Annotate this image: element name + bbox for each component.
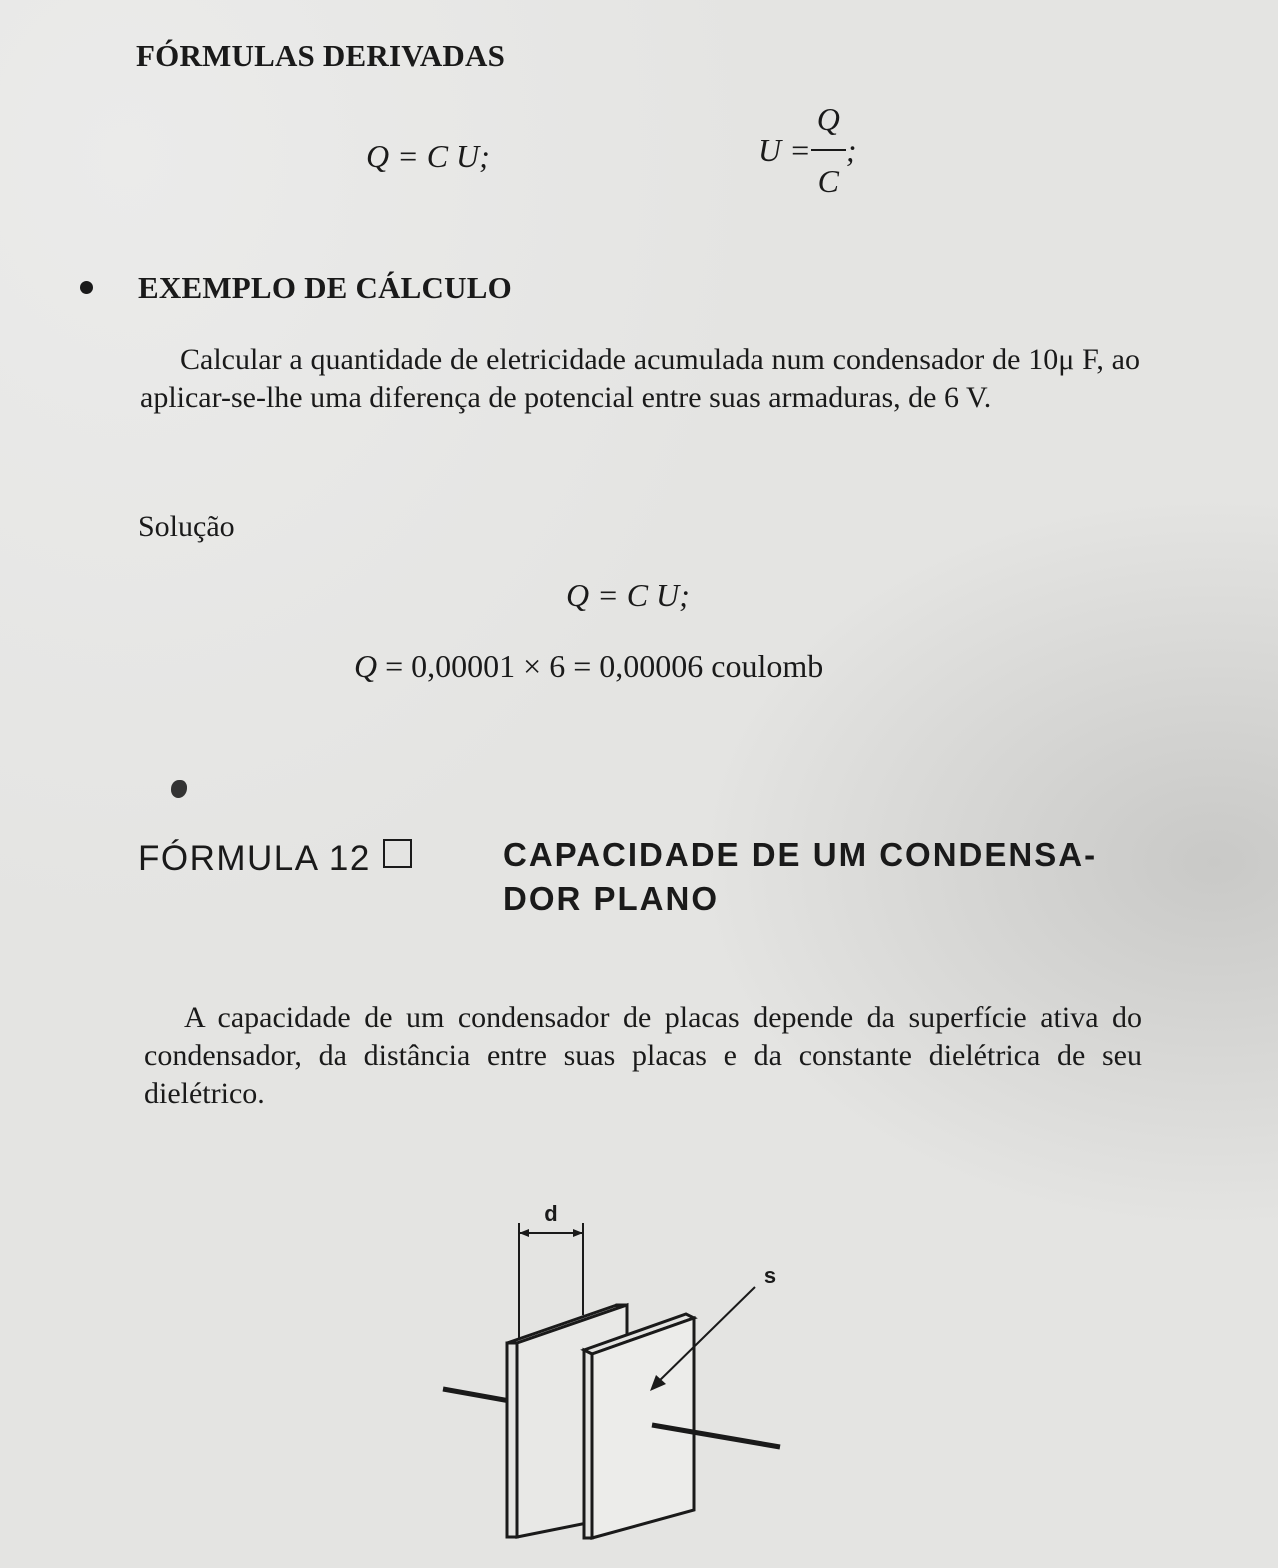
dimension-arrowhead-right — [573, 1229, 583, 1237]
example-heading: EXEMPLO DE CÁLCULO — [138, 270, 512, 305]
capacitor-diagram — [430, 1195, 800, 1568]
fraction-denominator: C — [817, 163, 839, 199]
dimension-label-d: d — [544, 1201, 558, 1226]
eq2-lhs: Q — [354, 648, 378, 684]
fraction-bar — [811, 149, 846, 151]
dimension-arrowhead-left — [519, 1229, 529, 1237]
solution-label: Solução — [138, 510, 235, 543]
formula-number-label: FÓRMULA 12 — [138, 839, 371, 878]
formula-number — [138, 839, 412, 879]
voltage-fraction — [811, 101, 846, 199]
formula-title-line-1: CAPACIDADE DE UM CONDENSA- — [503, 836, 1098, 873]
example-statement: Calcular a quantidade de eletricidade acumulada num condensador de 10μ F, ao aplicar-se-lhe uma diferença de potencial entre suas armaduras, de 6 V. — [140, 343, 1140, 414]
voltage-lhs: U = — [758, 131, 811, 168]
fraction-numerator: Q — [816, 101, 840, 137]
derived-formula-charge: Q = C U; — [366, 138, 490, 174]
eq2-rhs: = 0,00001 × 6 = 0,00006 coulomb — [385, 648, 824, 684]
checkbox-square-icon — [383, 839, 412, 868]
derived-formula-voltage — [758, 101, 856, 199]
voltage-suffix: ; — [845, 131, 857, 168]
derived-formulas-heading: FÓRMULAS DERIVADAS — [136, 38, 506, 73]
formula-title — [503, 833, 1097, 921]
terminal-wire-left — [443, 1389, 510, 1401]
solution-equation-1: Q = C U; — [566, 577, 690, 613]
solution-equation-2 — [354, 648, 823, 685]
formula-description: A capacidade de um condensador de placas depende da superfície ativa do condensador, da distância entre suas placas e da constante dielétrica de seu dielétrico. — [144, 1001, 1142, 1110]
formula-title-line-2: DOR PLANO — [503, 880, 719, 917]
ink-blot — [171, 780, 187, 798]
bullet-dot — [80, 281, 93, 294]
surface-label-s: s — [763, 1263, 777, 1288]
